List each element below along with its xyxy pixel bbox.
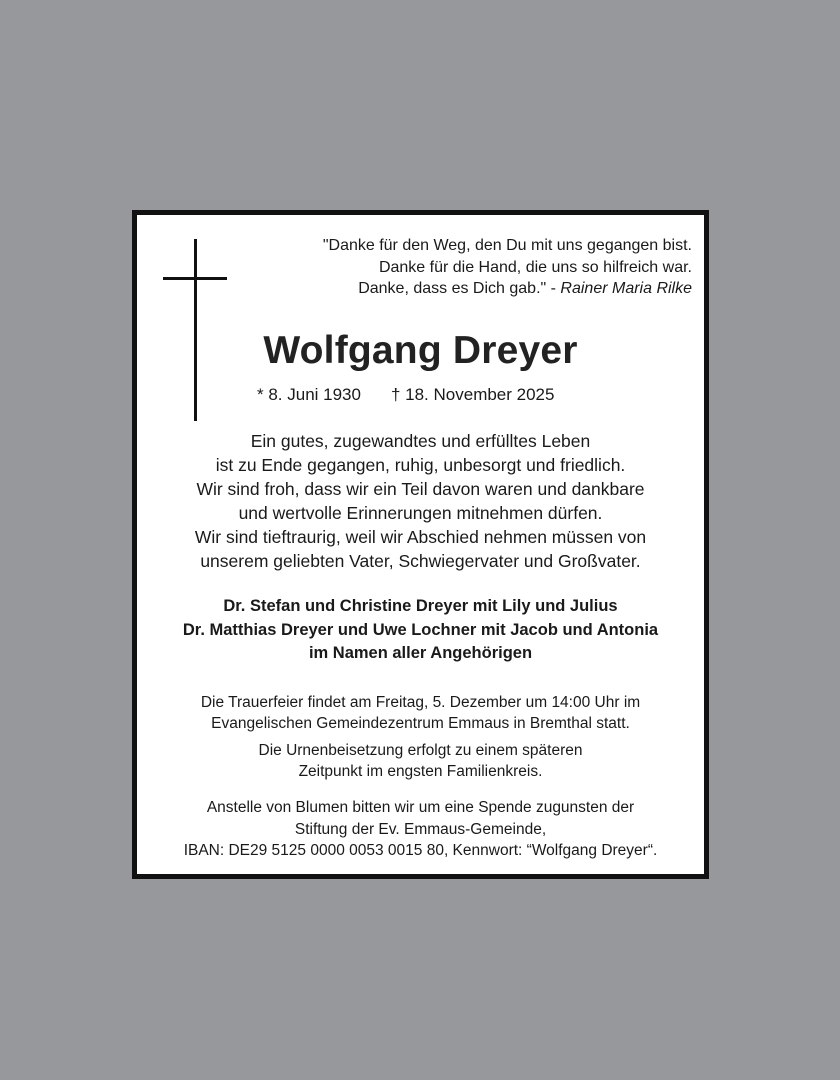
family-signatures xyxy=(137,595,704,666)
deceased-name: Wolfgang Dreyer xyxy=(263,329,578,372)
service-line: Die Trauerfeier findet am Freitag, 5. Dezember um 14:00 Uhr im xyxy=(200,694,641,711)
message-line: Wir sind froh, dass wir ein Teil davon waren und dankbare xyxy=(196,479,645,499)
burial-line: Zeitpunkt im engsten Familienkreis. xyxy=(298,763,543,780)
burial-line: Die Urnenbeisetzung erfolgt zu einem späteren xyxy=(258,742,583,759)
life-dates xyxy=(257,383,554,407)
family-line: Dr. Matthias Dreyer und Uwe Lochner mit Jacob und Antonia xyxy=(182,620,659,639)
quote-line-3 xyxy=(212,278,692,300)
obituary-card xyxy=(132,210,709,879)
message-line: unserem geliebten Vater, Schwiegervater und Großvater. xyxy=(200,551,641,571)
quote-line-2: Danke für die Hand, die uns so hilfreich war. xyxy=(378,258,692,276)
service-line: Evangelischen Gemeindezentrum Emmaus in Bremthal statt. xyxy=(211,715,630,732)
family-line: Dr. Stefan und Christine Dreyer mit Lily und Julius xyxy=(223,597,618,615)
quote-line-1: "Danke für den Weg, den Du mit uns gegangen bist. xyxy=(322,237,692,254)
message-line: und wertvolle Erinnerungen mitnehmen dürfen. xyxy=(238,503,603,523)
donation-line: Stiftung der Ev. Emmaus-Gemeinde, xyxy=(294,820,547,838)
rilke-quote xyxy=(212,235,692,300)
urn-burial-info xyxy=(137,740,704,782)
quote-author: Rainer Maria Rilke xyxy=(560,280,692,297)
birth-date: * 8. Juni 1930 xyxy=(257,385,361,404)
donation-line: Anstelle von Blumen bitten wir um eine Spende zugunsten der xyxy=(206,799,635,816)
death-date: † 18. November 2025 xyxy=(390,385,555,404)
donation-iban: IBAN: DE29 5125 0000 0053 0015 80, Kennwort: “Wolfgang Dreyer“. xyxy=(183,842,658,859)
message-line: ist zu Ende gegangen, ruhig, unbesorgt und friedlich. xyxy=(215,455,626,475)
donation-info xyxy=(137,797,704,862)
message-line: Ein gutes, zugewandtes und erfülltes Leben xyxy=(250,431,591,451)
family-line: im Namen aller Angehörigen xyxy=(308,644,533,662)
funeral-service-info xyxy=(137,692,704,734)
message-line: Wir sind tieftraurig, weil wir Abschied nehmen müssen von xyxy=(194,527,647,547)
farewell-message xyxy=(137,429,704,573)
quote-line-3-text: Danke, dass es Dich gab." - xyxy=(358,280,561,297)
